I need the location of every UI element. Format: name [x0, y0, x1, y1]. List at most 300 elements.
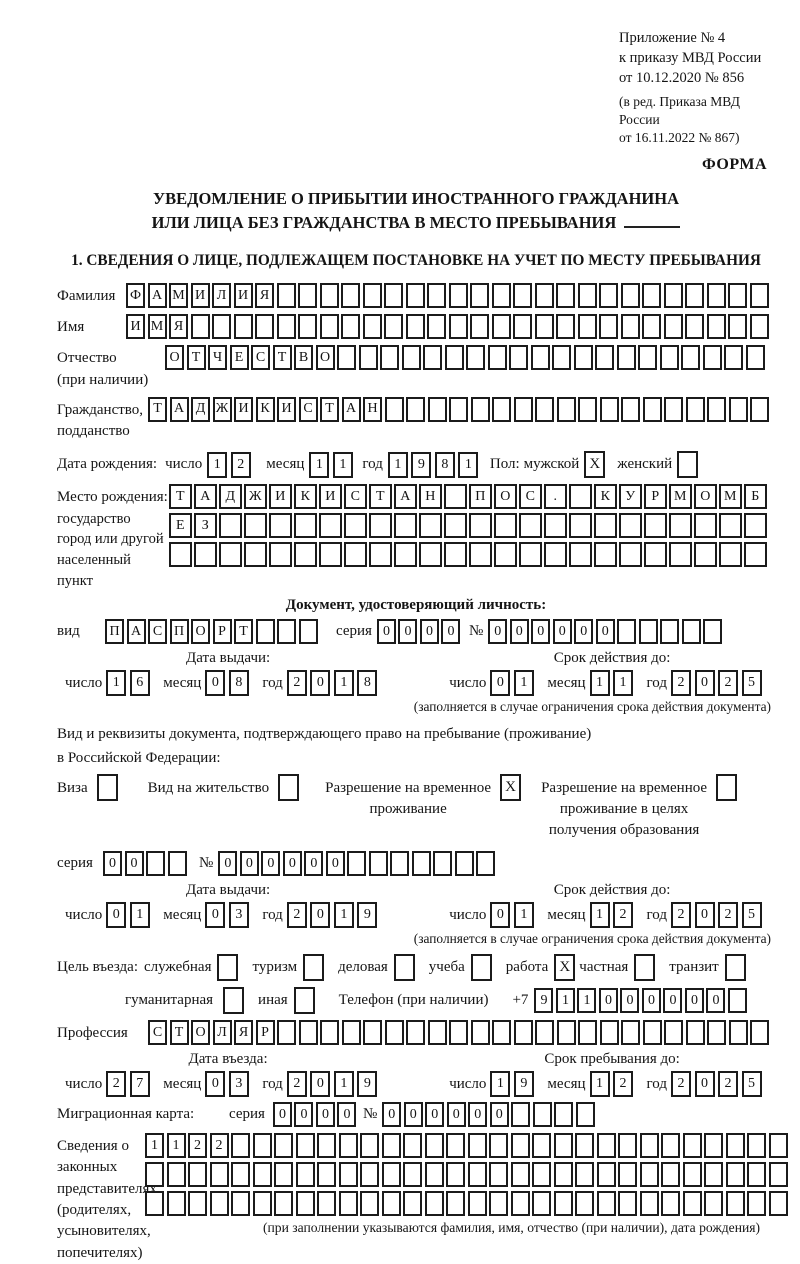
permit-number-cells[interactable]: [218, 851, 498, 876]
form-cell[interactable]: [552, 345, 571, 370]
form-cell[interactable]: Я: [169, 314, 188, 339]
form-cell[interactable]: [578, 314, 597, 339]
visa-checkbox[interactable]: [97, 774, 118, 801]
form-cell[interactable]: 0: [490, 902, 510, 928]
form-cell[interactable]: [385, 397, 404, 422]
issue-year-cells[interactable]: [287, 670, 381, 696]
form-cell[interactable]: [428, 1020, 447, 1045]
form-cell[interactable]: 1: [458, 452, 478, 478]
form-cell[interactable]: [219, 542, 242, 567]
form-cell[interactable]: [597, 1133, 616, 1158]
form-cell[interactable]: [535, 397, 554, 422]
form-cell[interactable]: [360, 1191, 379, 1216]
form-cell[interactable]: 1: [590, 902, 610, 928]
form-cell[interactable]: [621, 397, 640, 422]
form-cell[interactable]: Е: [230, 345, 249, 370]
purpose-humanitarian-checkbox[interactable]: [223, 987, 244, 1014]
form-cell[interactable]: [342, 1020, 361, 1045]
temp-residence-education-checkbox[interactable]: [716, 774, 737, 801]
form-cell[interactable]: 1: [207, 452, 227, 478]
form-cell[interactable]: 1: [388, 452, 408, 478]
form-cell[interactable]: М: [148, 314, 167, 339]
form-cell[interactable]: [419, 513, 442, 538]
form-cell[interactable]: [509, 345, 528, 370]
form-cell[interactable]: [533, 1102, 552, 1127]
form-cell[interactable]: 0: [695, 902, 715, 928]
form-cell[interactable]: Т: [148, 397, 167, 422]
form-cell[interactable]: И: [234, 283, 253, 308]
form-cell[interactable]: [531, 345, 550, 370]
permit-issue-year-cells[interactable]: [287, 902, 381, 928]
form-cell[interactable]: [685, 314, 704, 339]
form-cell[interactable]: [406, 1020, 425, 1045]
form-cell[interactable]: [146, 851, 165, 876]
representatives-cells-row1[interactable]: [145, 1133, 790, 1158]
form-cell[interactable]: [188, 1191, 207, 1216]
form-cell[interactable]: [639, 619, 658, 644]
form-cell[interactable]: [703, 345, 722, 370]
form-cell[interactable]: 1: [106, 670, 126, 696]
form-cell[interactable]: [618, 1162, 637, 1187]
representatives-cells-row3[interactable]: [145, 1191, 790, 1216]
form-cell[interactable]: [489, 1133, 508, 1158]
form-cell[interactable]: 0: [310, 902, 330, 928]
form-cell[interactable]: 0: [106, 902, 126, 928]
form-cell[interactable]: [728, 988, 747, 1013]
form-cell[interactable]: 0: [642, 988, 661, 1013]
form-cell[interactable]: [575, 1162, 594, 1187]
form-cell[interactable]: [403, 1162, 422, 1187]
form-cell[interactable]: [427, 314, 446, 339]
form-cell[interactable]: [575, 1133, 594, 1158]
form-cell[interactable]: 2: [106, 1071, 126, 1097]
form-cell[interactable]: [444, 542, 467, 567]
form-cell[interactable]: [532, 1162, 551, 1187]
form-cell[interactable]: Д: [219, 484, 242, 509]
temp-residence-checkbox[interactable]: X: [500, 774, 521, 801]
form-cell[interactable]: 0: [685, 988, 704, 1013]
form-cell[interactable]: [492, 1020, 511, 1045]
form-cell[interactable]: [471, 397, 490, 422]
form-cell[interactable]: [394, 513, 417, 538]
birth-day-cells[interactable]: [207, 452, 254, 478]
form-cell[interactable]: [492, 314, 511, 339]
issue-month-cells[interactable]: [205, 670, 252, 696]
form-cell[interactable]: [554, 1102, 573, 1127]
form-cell[interactable]: 2: [287, 670, 307, 696]
form-cell[interactable]: З: [194, 513, 217, 538]
form-cell[interactable]: Я: [234, 1020, 253, 1045]
patronymic-cells[interactable]: [165, 345, 767, 370]
form-cell[interactable]: 0: [531, 619, 550, 644]
form-cell[interactable]: [317, 1191, 336, 1216]
form-cell[interactable]: [640, 1162, 659, 1187]
form-cell[interactable]: 1: [556, 988, 575, 1013]
stay-day-cells[interactable]: [490, 1071, 537, 1097]
form-cell[interactable]: 0: [420, 619, 439, 644]
form-cell[interactable]: 0: [447, 1102, 466, 1127]
form-cell[interactable]: [747, 1191, 766, 1216]
form-cell[interactable]: [466, 345, 485, 370]
form-cell[interactable]: [726, 1133, 745, 1158]
form-cell[interactable]: [145, 1162, 164, 1187]
form-cell[interactable]: 0: [490, 670, 510, 696]
form-cell[interactable]: 0: [294, 1102, 313, 1127]
form-cell[interactable]: [382, 1133, 401, 1158]
form-cell[interactable]: [244, 542, 267, 567]
form-cell[interactable]: 2: [671, 1071, 691, 1097]
form-cell[interactable]: А: [170, 397, 189, 422]
purpose-work-checkbox[interactable]: X: [554, 954, 575, 981]
form-cell[interactable]: А: [394, 484, 417, 509]
form-cell[interactable]: 1: [333, 452, 353, 478]
form-cell[interactable]: И: [191, 283, 210, 308]
form-cell[interactable]: [554, 1191, 573, 1216]
form-cell[interactable]: [294, 513, 317, 538]
form-cell[interactable]: И: [269, 484, 292, 509]
form-cell[interactable]: 1: [613, 670, 633, 696]
form-cell[interactable]: 1: [514, 670, 534, 696]
form-cell[interactable]: 2: [287, 902, 307, 928]
form-cell[interactable]: [277, 1020, 296, 1045]
permit-valid-year-cells[interactable]: [671, 902, 765, 928]
form-cell[interactable]: [511, 1191, 530, 1216]
form-cell[interactable]: [380, 345, 399, 370]
entry-year-cells[interactable]: [287, 1071, 381, 1097]
form-cell[interactable]: 1: [490, 1071, 510, 1097]
form-cell[interactable]: 0: [599, 988, 618, 1013]
form-cell[interactable]: М: [669, 484, 692, 509]
form-cell[interactable]: [578, 1020, 597, 1045]
form-cell[interactable]: С: [148, 1020, 167, 1045]
form-cell[interactable]: [686, 1020, 705, 1045]
form-cell[interactable]: Д: [191, 397, 210, 422]
form-cell[interactable]: 9: [357, 902, 377, 928]
form-cell[interactable]: [728, 283, 747, 308]
form-cell[interactable]: [769, 1162, 788, 1187]
form-cell[interactable]: О: [191, 1020, 210, 1045]
form-cell[interactable]: [369, 542, 392, 567]
form-cell[interactable]: И: [277, 397, 296, 422]
form-cell[interactable]: О: [316, 345, 335, 370]
form-cell[interactable]: 0: [490, 1102, 509, 1127]
form-cell[interactable]: [488, 345, 507, 370]
form-cell[interactable]: [750, 397, 769, 422]
form-cell[interactable]: Т: [170, 1020, 189, 1045]
form-cell[interactable]: [446, 1191, 465, 1216]
form-cell[interactable]: [694, 542, 717, 567]
form-cell[interactable]: [769, 1191, 788, 1216]
form-cell[interactable]: [449, 283, 468, 308]
form-cell[interactable]: [406, 314, 425, 339]
form-cell[interactable]: К: [594, 484, 617, 509]
form-cell[interactable]: [167, 1162, 186, 1187]
form-cell[interactable]: [298, 283, 317, 308]
form-cell[interactable]: Е: [169, 513, 192, 538]
migration-number-cells[interactable]: [382, 1102, 597, 1127]
representatives-cells-row2[interactable]: [145, 1162, 790, 1187]
form-cell[interactable]: 1: [514, 902, 534, 928]
form-cell[interactable]: [296, 1133, 315, 1158]
form-cell[interactable]: К: [256, 397, 275, 422]
form-cell[interactable]: С: [148, 619, 167, 644]
form-cell[interactable]: [402, 345, 421, 370]
form-cell[interactable]: [234, 314, 253, 339]
form-cell[interactable]: [619, 513, 642, 538]
form-cell[interactable]: [253, 1191, 272, 1216]
form-cell[interactable]: 8: [435, 452, 455, 478]
surname-cells[interactable]: [126, 283, 771, 308]
form-cell[interactable]: [600, 1020, 619, 1045]
form-cell[interactable]: 2: [613, 902, 633, 928]
form-cell[interactable]: 0: [310, 670, 330, 696]
form-cell[interactable]: 0: [218, 851, 237, 876]
form-cell[interactable]: [294, 542, 317, 567]
form-cell[interactable]: [298, 314, 317, 339]
form-cell[interactable]: 0: [441, 619, 460, 644]
form-cell[interactable]: [470, 314, 489, 339]
valid-month-cells[interactable]: [590, 670, 637, 696]
form-cell[interactable]: [643, 397, 662, 422]
form-cell[interactable]: [556, 314, 575, 339]
form-cell[interactable]: 0: [261, 851, 280, 876]
form-cell[interactable]: [729, 397, 748, 422]
form-cell[interactable]: 9: [357, 1071, 377, 1097]
form-cell[interactable]: [188, 1162, 207, 1187]
form-cell[interactable]: [433, 851, 452, 876]
form-cell[interactable]: [621, 283, 640, 308]
form-cell[interactable]: [683, 1191, 702, 1216]
form-cell[interactable]: .: [544, 484, 567, 509]
form-cell[interactable]: М: [719, 484, 742, 509]
form-cell[interactable]: [514, 397, 533, 422]
permit-issue-day-cells[interactable]: [106, 902, 153, 928]
form-cell[interactable]: [320, 314, 339, 339]
form-cell[interactable]: [554, 1133, 573, 1158]
form-cell[interactable]: 0: [125, 851, 144, 876]
form-cell[interactable]: [575, 1191, 594, 1216]
form-cell[interactable]: [425, 1133, 444, 1158]
doc-type-cells[interactable]: [105, 619, 320, 644]
form-cell[interactable]: 0: [488, 619, 507, 644]
form-cell[interactable]: [384, 314, 403, 339]
form-cell[interactable]: [595, 345, 614, 370]
form-cell[interactable]: [669, 513, 692, 538]
form-cell[interactable]: [664, 314, 683, 339]
form-cell[interactable]: 1: [167, 1133, 186, 1158]
form-cell[interactable]: [344, 513, 367, 538]
title-blank-line[interactable]: [624, 213, 680, 228]
form-cell[interactable]: [277, 619, 296, 644]
form-cell[interactable]: [621, 1020, 640, 1045]
form-cell[interactable]: [535, 1020, 554, 1045]
form-cell[interactable]: Т: [187, 345, 206, 370]
form-cell[interactable]: А: [342, 397, 361, 422]
form-cell[interactable]: [511, 1162, 530, 1187]
form-cell[interactable]: [685, 283, 704, 308]
form-cell[interactable]: 8: [229, 670, 249, 696]
form-cell[interactable]: [256, 619, 275, 644]
purpose-official-checkbox[interactable]: [217, 954, 238, 981]
form-cell[interactable]: И: [126, 314, 145, 339]
form-cell[interactable]: [578, 283, 597, 308]
form-cell[interactable]: О: [165, 345, 184, 370]
form-cell[interactable]: [750, 283, 769, 308]
form-cell[interactable]: 0: [304, 851, 323, 876]
form-cell[interactable]: [664, 283, 683, 308]
form-cell[interactable]: 3: [229, 902, 249, 928]
form-cell[interactable]: [320, 1020, 339, 1045]
form-cell[interactable]: [681, 345, 700, 370]
form-cell[interactable]: 5: [742, 1071, 762, 1097]
form-cell[interactable]: М: [169, 283, 188, 308]
form-cell[interactable]: [544, 542, 567, 567]
form-cell[interactable]: [296, 1191, 315, 1216]
form-cell[interactable]: [299, 1020, 318, 1045]
form-cell[interactable]: [569, 542, 592, 567]
form-cell[interactable]: О: [191, 619, 210, 644]
form-cell[interactable]: [707, 283, 726, 308]
form-cell[interactable]: С: [519, 484, 542, 509]
valid-day-cells[interactable]: [490, 670, 537, 696]
profession-cells[interactable]: [148, 1020, 772, 1045]
form-cell[interactable]: [704, 1191, 723, 1216]
form-cell[interactable]: 0: [382, 1102, 401, 1127]
form-cell[interactable]: [618, 1133, 637, 1158]
form-cell[interactable]: [686, 397, 705, 422]
form-cell[interactable]: О: [494, 484, 517, 509]
form-cell[interactable]: Н: [419, 484, 442, 509]
form-cell[interactable]: 0: [663, 988, 682, 1013]
form-cell[interactable]: [253, 1162, 272, 1187]
form-cell[interactable]: [644, 513, 667, 538]
form-cell[interactable]: [574, 345, 593, 370]
form-cell[interactable]: 2: [210, 1133, 229, 1158]
form-cell[interactable]: [359, 345, 378, 370]
gender-female-checkbox[interactable]: [677, 451, 698, 478]
form-cell[interactable]: [363, 283, 382, 308]
form-cell[interactable]: П: [170, 619, 189, 644]
form-cell[interactable]: 0: [706, 988, 725, 1013]
permit-issue-month-cells[interactable]: [205, 902, 252, 928]
form-cell[interactable]: [661, 1162, 680, 1187]
form-cell[interactable]: [489, 1162, 508, 1187]
form-cell[interactable]: У: [619, 484, 642, 509]
form-cell[interactable]: [513, 314, 532, 339]
form-cell[interactable]: [594, 542, 617, 567]
form-cell[interactable]: [145, 1191, 164, 1216]
form-cell[interactable]: А: [148, 283, 167, 308]
form-cell[interactable]: [446, 1133, 465, 1158]
form-cell[interactable]: [445, 345, 464, 370]
form-cell[interactable]: Л: [213, 1020, 232, 1045]
form-cell[interactable]: [682, 619, 701, 644]
form-cell[interactable]: [511, 1102, 530, 1127]
form-cell[interactable]: [492, 397, 511, 422]
form-cell[interactable]: [385, 1020, 404, 1045]
form-cell[interactable]: [319, 542, 342, 567]
form-cell[interactable]: 0: [695, 1071, 715, 1097]
form-cell[interactable]: [455, 851, 474, 876]
form-cell[interactable]: [382, 1191, 401, 1216]
form-cell[interactable]: [471, 1020, 490, 1045]
form-cell[interactable]: [191, 314, 210, 339]
form-cell[interactable]: [599, 283, 618, 308]
form-cell[interactable]: [231, 1133, 250, 1158]
form-cell[interactable]: 0: [695, 670, 715, 696]
form-cell[interactable]: [557, 1020, 576, 1045]
form-cell[interactable]: [532, 1191, 551, 1216]
form-cell[interactable]: 0: [205, 1071, 225, 1097]
form-cell[interactable]: 5: [742, 670, 762, 696]
form-cell[interactable]: 0: [620, 988, 639, 1013]
form-cell[interactable]: [444, 484, 467, 509]
form-cell[interactable]: 2: [671, 902, 691, 928]
form-cell[interactable]: [347, 851, 366, 876]
form-cell[interactable]: [468, 1133, 487, 1158]
form-cell[interactable]: [621, 314, 640, 339]
form-cell[interactable]: [554, 1162, 573, 1187]
form-cell[interactable]: [707, 314, 726, 339]
form-cell[interactable]: [425, 1162, 444, 1187]
form-cell[interactable]: [277, 314, 296, 339]
form-cell[interactable]: [492, 283, 511, 308]
form-cell[interactable]: [369, 851, 388, 876]
form-cell[interactable]: [319, 513, 342, 538]
form-cell[interactable]: [557, 397, 576, 422]
form-cell[interactable]: 2: [718, 902, 738, 928]
form-cell[interactable]: [661, 1191, 680, 1216]
form-cell[interactable]: [511, 1133, 530, 1158]
form-cell[interactable]: 0: [103, 851, 122, 876]
birth-place-cells-row2[interactable]: [169, 513, 769, 538]
form-cell[interactable]: [337, 345, 356, 370]
form-cell[interactable]: [746, 345, 765, 370]
stay-month-cells[interactable]: [590, 1071, 637, 1097]
form-cell[interactable]: А: [194, 484, 217, 509]
form-cell[interactable]: 7: [130, 1071, 150, 1097]
form-cell[interactable]: 0: [553, 619, 572, 644]
residence-permit-checkbox[interactable]: [278, 774, 299, 801]
form-cell[interactable]: [644, 542, 667, 567]
form-cell[interactable]: [640, 1133, 659, 1158]
form-cell[interactable]: П: [105, 619, 124, 644]
form-cell[interactable]: [683, 1162, 702, 1187]
form-cell[interactable]: [296, 1162, 315, 1187]
form-cell[interactable]: [244, 513, 267, 538]
form-cell[interactable]: [642, 314, 661, 339]
form-cell[interactable]: И: [319, 484, 342, 509]
purpose-tourism-checkbox[interactable]: [303, 954, 324, 981]
form-cell[interactable]: [617, 345, 636, 370]
form-cell[interactable]: [660, 619, 679, 644]
form-cell[interactable]: [744, 513, 767, 538]
form-cell[interactable]: [643, 1020, 662, 1045]
doc-seriya-cells[interactable]: [377, 619, 463, 644]
form-cell[interactable]: [419, 542, 442, 567]
form-cell[interactable]: [468, 1162, 487, 1187]
form-cell[interactable]: [747, 1162, 766, 1187]
form-cell[interactable]: [576, 1102, 595, 1127]
form-cell[interactable]: В: [294, 345, 313, 370]
form-cell[interactable]: [360, 1162, 379, 1187]
form-cell[interactable]: Т: [169, 484, 192, 509]
form-cell[interactable]: 0: [404, 1102, 423, 1127]
form-cell[interactable]: [544, 513, 567, 538]
form-cell[interactable]: [513, 283, 532, 308]
form-cell[interactable]: [618, 1191, 637, 1216]
form-cell[interactable]: [683, 1133, 702, 1158]
